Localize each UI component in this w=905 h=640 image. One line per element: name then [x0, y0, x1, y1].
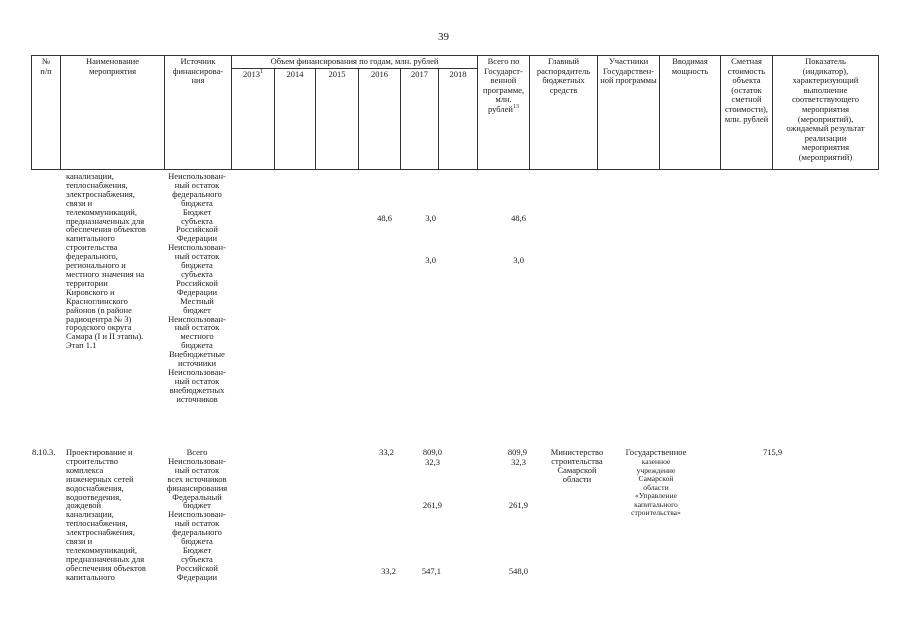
block2-subject-2017: 547,1: [421, 566, 441, 576]
header-indicator: Показатель (индикатор), характеризующий выполнение соответствующего мероприятия (мероприятий), ожидаемый результат реализации мероприятия (мероприятий): [773, 56, 879, 170]
block2-subject-2016: 33,2: [381, 566, 396, 576]
block2-estimate: 715,9: [763, 447, 783, 457]
block2-federal-2017: 261,9: [422, 500, 442, 510]
block2-subject-total: 548,0: [508, 566, 528, 576]
header-estimate: Сметная стоимость объекта (остаток сметной стоимости), млн. рублей: [721, 56, 773, 170]
header-capacity: Вводимая мощность: [660, 56, 721, 170]
header-total: Всего по Государст- венной программе, млн. рублей$^{13}$: [478, 56, 530, 170]
block2-participant-title: Государственное: [625, 447, 687, 457]
block1-budget-total: 48,6: [511, 213, 526, 223]
block2-unused-2017: 32,3: [425, 457, 440, 467]
header-year-2016: 2016: [359, 69, 401, 170]
header-main-manager: Главный распорядитель бюджетных средств: [530, 56, 598, 170]
block2-manager: Министерство строительства Самарской области: [550, 447, 604, 484]
block2-all-total: 809,9: [507, 447, 527, 457]
block2-num: 8.10.3.: [32, 447, 56, 457]
header-total-note: 13: [512, 104, 519, 111]
block2-all-2016: 33,2: [379, 447, 394, 457]
block2-name: Проектирование и строительство комплекса инженерных сетей водоснабжения, водоотведения, дождевой канализации, теплоснабжения, электроснабжения, связи и телекоммуникаций, предназначенных для обеспечения объектов капитального: [66, 447, 146, 582]
block2-participant: казенное учреждение Самарской области «Управление капитального строительства»: [631, 457, 681, 517]
block1-name: канализации, теплоснабжения, электроснабжения, связи и телекоммуникаций, предназначенных для обеспечения объектов капитального строительства федерального, регионального и местного значения на территории Кировского и Красноглинского районов (в районе радиоцентра № 3) городского округа Самара (I и II этапы). Этап 1.1: [66, 171, 146, 351]
block2-unused-total: 32,3: [511, 457, 526, 467]
block1-budget-2016: 48,6: [377, 213, 392, 223]
block1-unused-total: 3,0: [513, 255, 524, 265]
header-year-2017: 2017: [401, 69, 439, 170]
header-year-2015: 2015: [316, 69, 359, 170]
header-volume-group: Объем финансирования по годам, млн. рублей: [232, 56, 478, 69]
header-year-2013-note: 1: [260, 69, 263, 76]
table-header: [31, 55, 879, 170]
header-source: Источник финансирова- ния: [165, 56, 232, 170]
header-name: Наименование мероприятия: [61, 56, 165, 170]
header-num: № п/п: [32, 56, 61, 170]
block2-sources: Всего Неиспользован- ный остаток всех источников финансирования Федеральный бюджет Неиспользован- ный остаток федерального бюджета Бюджет субъекта Российской Федерации: [166, 447, 228, 582]
header-participants: Участники Государствен- ной программы: [598, 56, 660, 170]
header-year-2014: 2014: [275, 69, 316, 170]
header-year-2013: 2013$^1$: [232, 69, 275, 170]
block1-sources: Неиспользован- ный остаток федерального бюджета Бюджет субъекта Российской Федерации Неиспользован- ный остаток бюджета субъекта Российской Федерации Местный бюджет Неиспользован- ный остаток местного бюджета Внебюджетные источники Неиспользован- ный остаток внебюджетных источников: [168, 171, 226, 404]
block1-unused-2017: 3,0: [425, 255, 436, 265]
block2-federal-total: 261,9: [508, 500, 528, 510]
header-year-2018: 2018: [439, 69, 478, 170]
page-number: 39: [438, 31, 449, 43]
block2-all-2017: 809,0: [422, 447, 442, 457]
block1-budget-2017: 3,0: [425, 213, 436, 223]
